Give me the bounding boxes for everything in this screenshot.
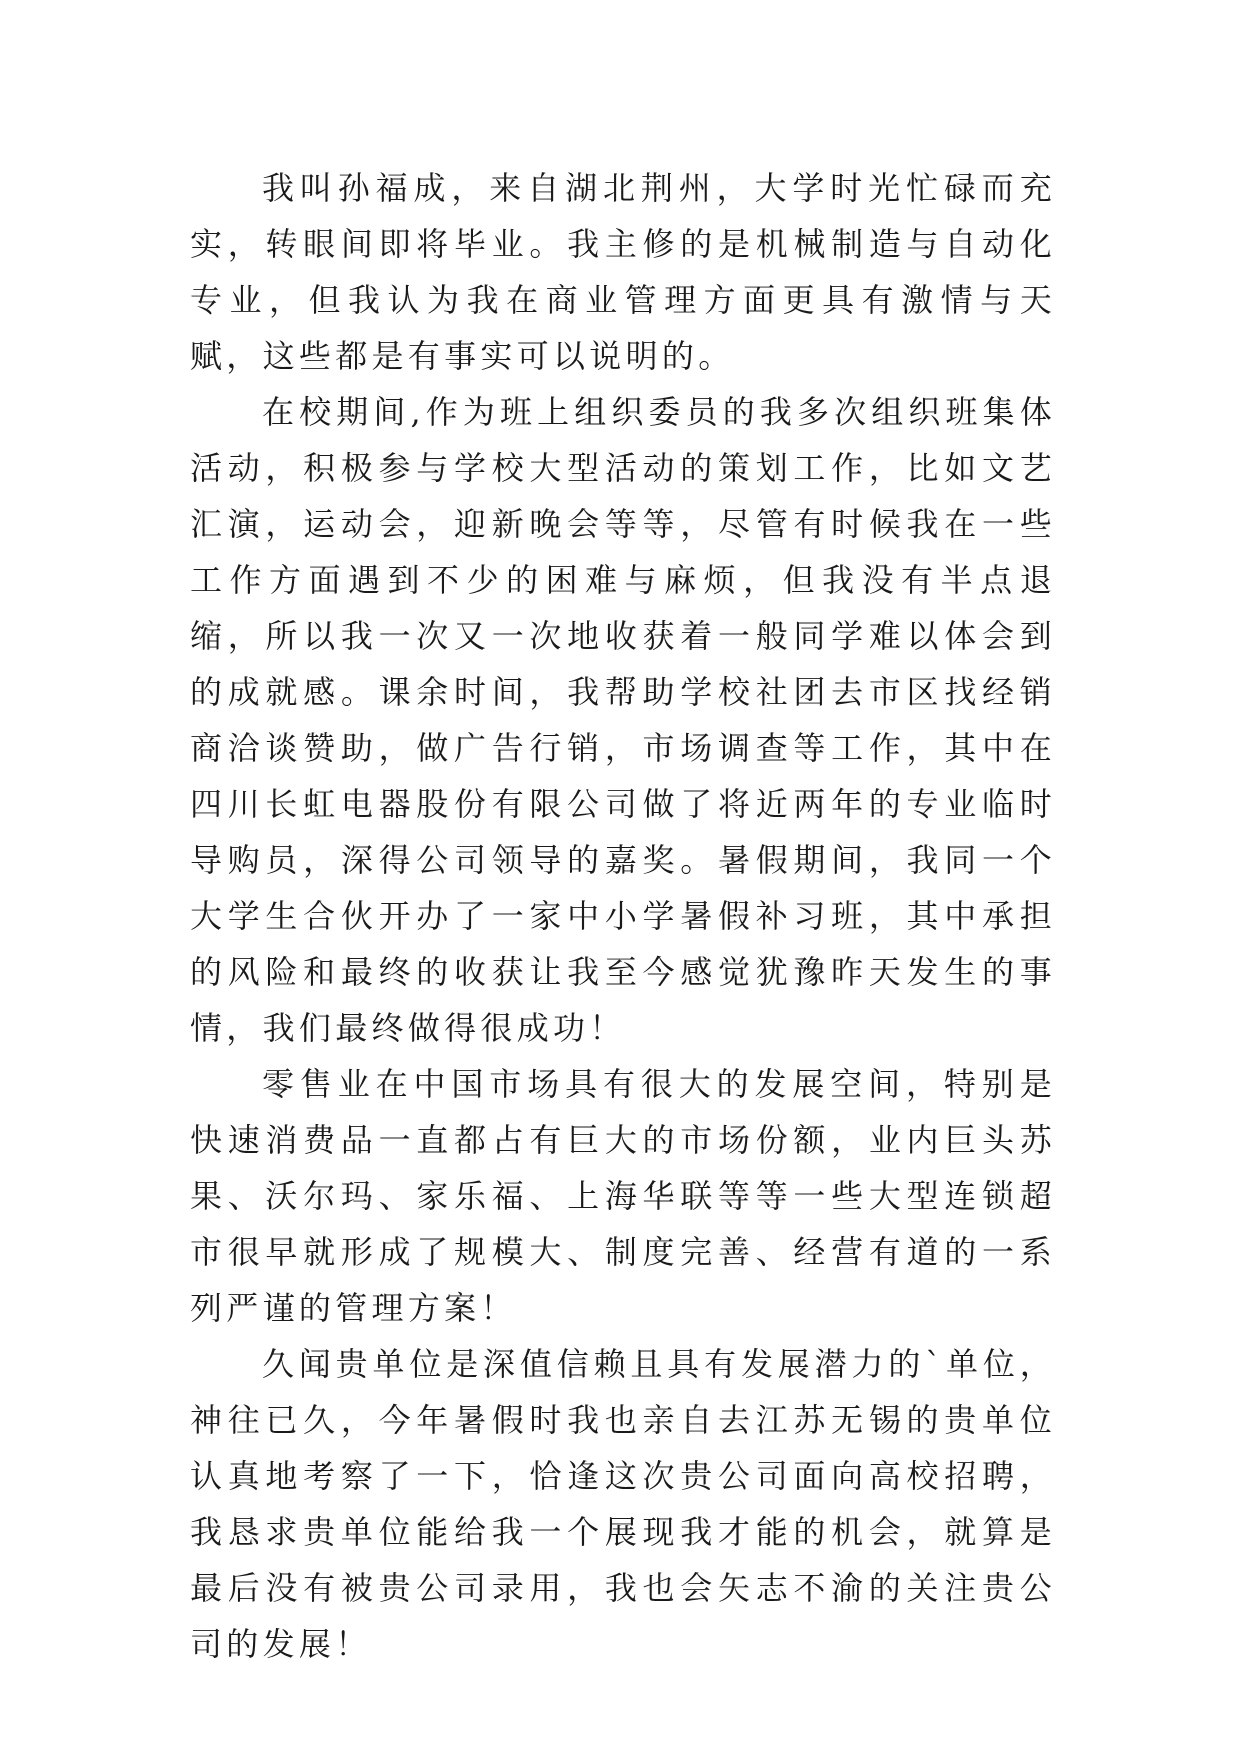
paragraph-introduction: 我叫孙福成，来自湖北荆州，大学时光忙碌而充实，转眼间即将毕业。我主修的是机械制造与自动化专业，但我认为我在商业管理方面更具有激情与天赋，这些都是有事实可以说明的。 [190, 169, 1056, 375]
letter-body [190, 160, 1056, 1672]
paragraph-retail-industry: 零售业在中国市场具有很大的发展空间，特别是快速消费品一直都占有巨大的市场份额，业内巨头苏果、沃尔玛、家乐福、上海华联等等一些大型连锁超市很早就形成了规模大、制度完善、经营有道的一系列严谨的管理方案！ [190, 1065, 1056, 1327]
paragraph-closing-request: 久闻贵单位是深值信赖且具有发展潜力的`单位，神往已久，今年暑假时我也亲自去江苏无锡的贵单位认真地考察了一下，恰逢这次贵公司面向高校招聘，我恳求贵单位能给我一个展现我才能的机会，就算是最后没有被贵公司录用，我也会矢志不渝的关注贵公司的发展！ [190, 1345, 1056, 1663]
paragraph-school-experience: 在校期间,作为班上组织委员的我多次组织班集体活动，积极参与学校大型活动的策划工作，比如文艺汇演，运动会，迎新晚会等等，尽管有时候我在一些工作方面遇到不少的困难与麻烦，但我没有半点退缩，所以我一次又一次地收获着一般同学难以体会到的成就感。课余时间，我帮助学校社团去市区找经销商洽谈赞助，做广告行销，市场调查等工作，其中在四川长虹电器股份有限公司做了将近两年的专业临时导购员，深得公司领导的嘉奖。暑假期间，我同一个大学生合伙开办了一家中小学暑假补习班，其中承担的风险和最终的收获让我至今感觉犹豫昨天发生的事情，我们最终做得很成功！ [190, 393, 1056, 1047]
